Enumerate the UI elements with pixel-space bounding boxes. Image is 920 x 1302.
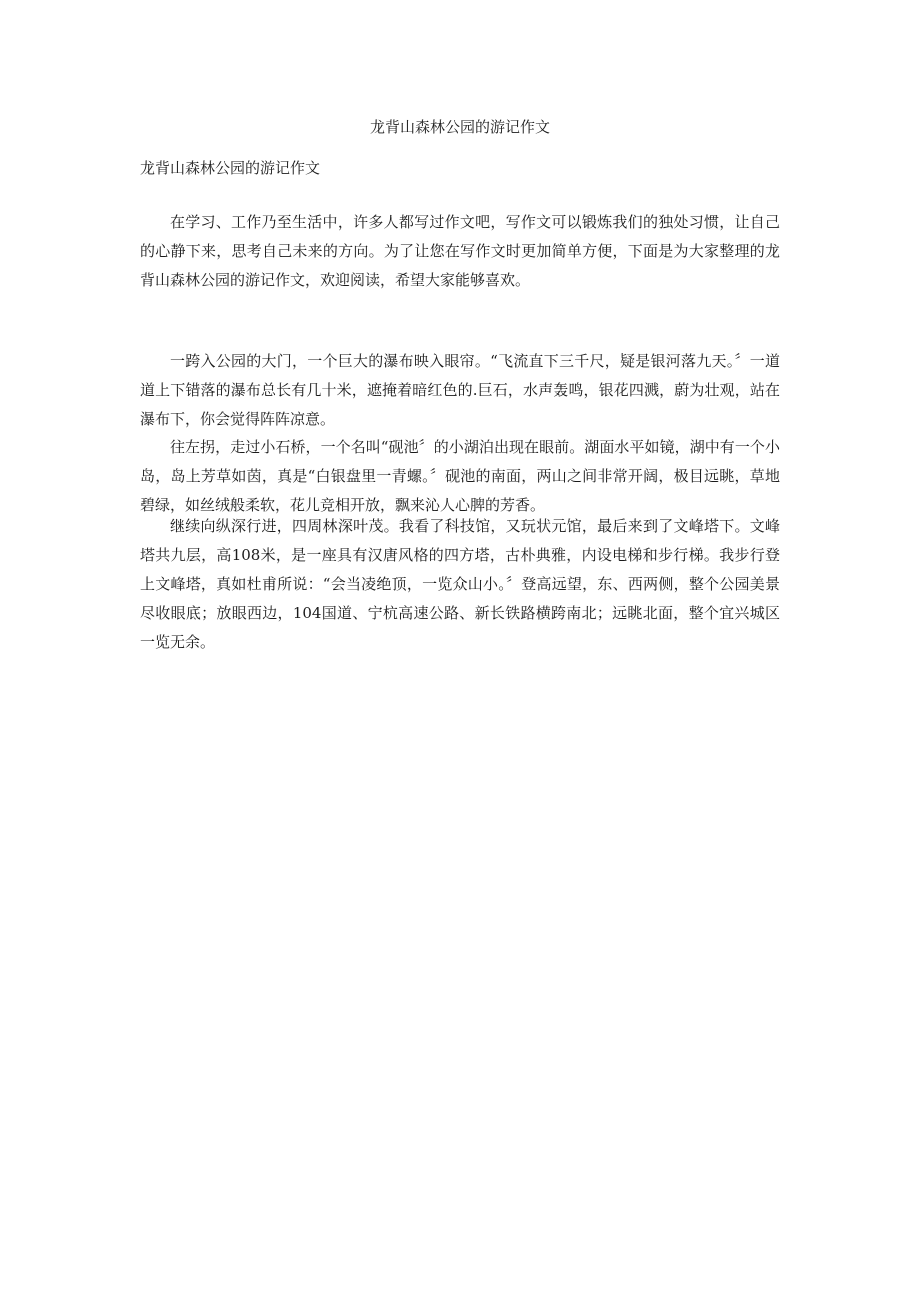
- document-subtitle: 龙背山森林公园的游记作文: [140, 159, 321, 177]
- body-paragraph-tower: 继续向纵深行进，四周林深叶茂。我看了科技馆，又玩状元馆，最后来到了文峰塔下。文峰塔共九层，高108米，是一座具有汉唐风格的四方塔，古朴典雅，内设电梯和步行梯。我步行登上文峰塔，真如杜甫所说：“会当凌绝顶，一览众山小。〞登高远望，东、西两侧，整个公园美景尽收眼底；放眼西边，104国道、宁杭高速公路、新长铁路横跨南北；远眺北面，整个宜兴城区一览无余。: [140, 517, 780, 651]
- body-paragraph-waterfall: 一跨入公园的大门，一个巨大的瀑布映入眼帘。“飞流直下三千尺，疑是银河落九天。〞一道道上下错落的瀑布总长有几十米，遮掩着暗红色的.巨石，水声轰鸣，银花四溅，蔚为壮观，站在瀑布下，你会觉得阵阵凉意。: [140, 352, 780, 428]
- body-paragraph-lake: 往左拐，走过小石桥，一个名叫“砚池〞的小湖泊出现在眼前。湖面水平如镜，湖中有一个小岛，岛上芳草如茵，真是“白银盘里一青螺。〞砚池的南面，两山之间非常开阔，极目远眺，草地碧绿，如丝绒般柔软，花儿竞相开放，飘来沁人心脾的芳香。: [140, 438, 780, 514]
- document-title: 龙背山森林公园的游记作文: [369, 118, 550, 136]
- intro-paragraph: 在学习、工作乃至生活中，许多人都写过作文吧，写作文可以锻炼我们的独处习惯，让自己的心静下来，思考自己未来的方向。为了让您在写作文时更加简单方便，下面是为大家整理的龙背山森林公园的游记作文，欢迎阅读，希望大家能够喜欢。: [140, 213, 780, 289]
